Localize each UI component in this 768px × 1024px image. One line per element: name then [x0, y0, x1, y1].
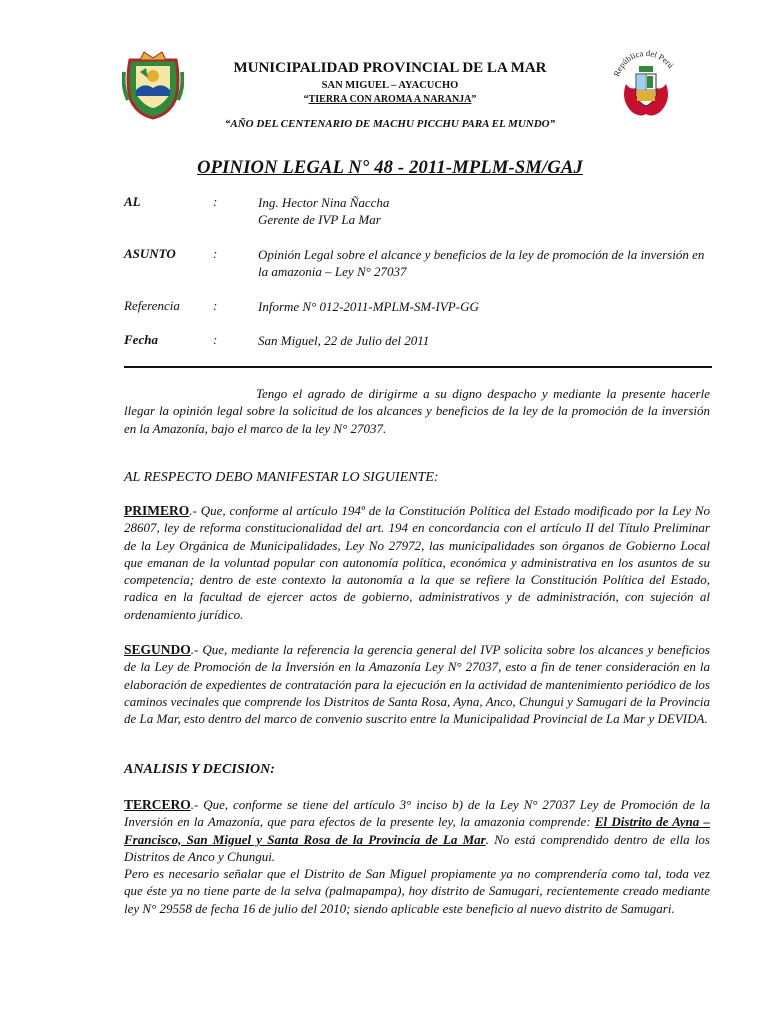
- tercero-label: TERCERO: [124, 797, 191, 812]
- intro-paragraph: [124, 385, 710, 437]
- fecha-label: Fecha: [124, 332, 158, 347]
- primero-paragraph: [124, 502, 710, 623]
- referencia-colon: :: [213, 298, 218, 313]
- location: SAN MIGUEL – AYACUCHO: [321, 80, 459, 91]
- fecha-value: San Miguel, 22 de Julio del 2011: [258, 333, 430, 348]
- motto: “TIERRA CON AROMA A NARANJA”: [303, 94, 477, 105]
- section-analisis: [124, 762, 275, 778]
- asunto-colon: :: [213, 246, 218, 261]
- asunto-value: Opinión Legal sobre el alcance y beneficios de la ley de promoción de la inversión en la amazonia – Ley N° 27037: [258, 247, 705, 279]
- segundo-text: .- Que, mediante la referencia la gerencia general del IVP solicita sobre los alcances y beneficios de la Ley de Promoción de la Inversión en la Amazonía Ley N° 27037, esto a fin de tener consideración en la elaboración de expedientes de contratación para la ejecución en la actividad de mantenimiento periódico de los caminos vecinales que comprende los Distritos de Santa Rosa, Ayna, Anco, Chungui y Samugari de la Provincia de La Mar, esto dentro del marco de convenio suscrito entre la Municipalidad Provincial de La Mar y DEVIDA.: [124, 642, 710, 727]
- document-title: OPINION LEGAL N° 48 - 2011-MPLM-SM/GAJ: [197, 158, 583, 178]
- al-colon: :: [213, 194, 218, 209]
- segundo-paragraph: [124, 641, 710, 727]
- fecha-colon: :: [213, 332, 218, 347]
- section-respecto: AL RESPECTO DEBO MANIFESTAR LO SIGUIENTE:: [124, 470, 439, 485]
- tercero-text: .- Que, conforme se tiene del artículo 3° inciso b) de la Ley N° 27037 Ley de Promoción de la Inversión en la Amazonía, que para efectos de la presente ley, la amazonia comprende:: [124, 797, 710, 830]
- intro-text: Tengo el agrado de dirigirme a su digno despacho y mediante la presente hacerle llegar la opinión legal sobre la solicitud de los alcances y beneficios de la ley de la promoción de la inversión en la Amazonía, bajo el marco de la ley N° 27037.: [124, 386, 710, 436]
- primero-text: .- Que, conforme al artículo 194º de la Constitución Política del Estado modificado por la Ley No 28607, ley de reforma constitucionalidad del art. 194 en concordancia con el artículo II del Título Preliminar de la Ley Orgánica de Municipalidades, Ley No 27972, las municipalidades son órganos de Gobierno Local que emanan de la voluntad popular con autonomía política, económica y administrativa en los asuntos de su competencia; dentro de este contexto la autonomía a la que se refiere la Constitución Política del Estado, radica en la facultad de ejercer actos de gobierno, administrativos y de administración, con sujeción al ordenamiento jurídico.: [124, 503, 710, 622]
- asunto-label: ASUNTO: [124, 246, 176, 261]
- referencia-label: Referencia: [124, 298, 180, 313]
- segundo-label: SEGUNDO: [124, 642, 191, 657]
- al-name: Ing. Hector Nina Ñaccha: [258, 195, 390, 210]
- al-role: Gerente de IVP La Mar: [258, 212, 381, 227]
- tercero-paragraph: [124, 796, 710, 917]
- motto-text: TIERRA CON AROMA A NARANJA: [308, 94, 472, 105]
- seal-text: República del Perú: [611, 47, 676, 78]
- al-label: AL: [124, 194, 141, 209]
- tercero-emphasis: El Distrito de Ayna – Francisco, San Miguel y Santa Rosa de la Provincia de La Mar: [124, 814, 710, 847]
- tercero-after: . No está comprendido dentro de ella los Distritos de Anco y Chungui.: [124, 831, 710, 864]
- primero-label: PRIMERO: [124, 503, 190, 518]
- year-motto: “AÑO DEL CENTENARIO DE MACHU PICCHU PARA EL MUNDO”: [224, 118, 556, 130]
- section-analisis-text: ANALISIS Y DECISION:: [124, 762, 275, 777]
- referencia-value: Informe N° 012-2011-MPLM-SM-IVP-GG: [258, 299, 479, 314]
- tercero-more: Pero es necesario señalar que el Distrito de San Miguel propiamente ya no comprendería como tal, toda vez que éste ya no tiene parte de la selva (palmapampa), hoy distrito de Samugari, recientemente creado mediante ley N° 29558 de fecha 16 de julio del 2010; siendo aplicable este beneficio al nuevo distrito de Samugari.: [124, 866, 710, 916]
- divider-rule: [124, 366, 712, 368]
- municipality-name: MUNICIPALIDAD PROVINCIAL DE LA MAR: [233, 60, 547, 76]
